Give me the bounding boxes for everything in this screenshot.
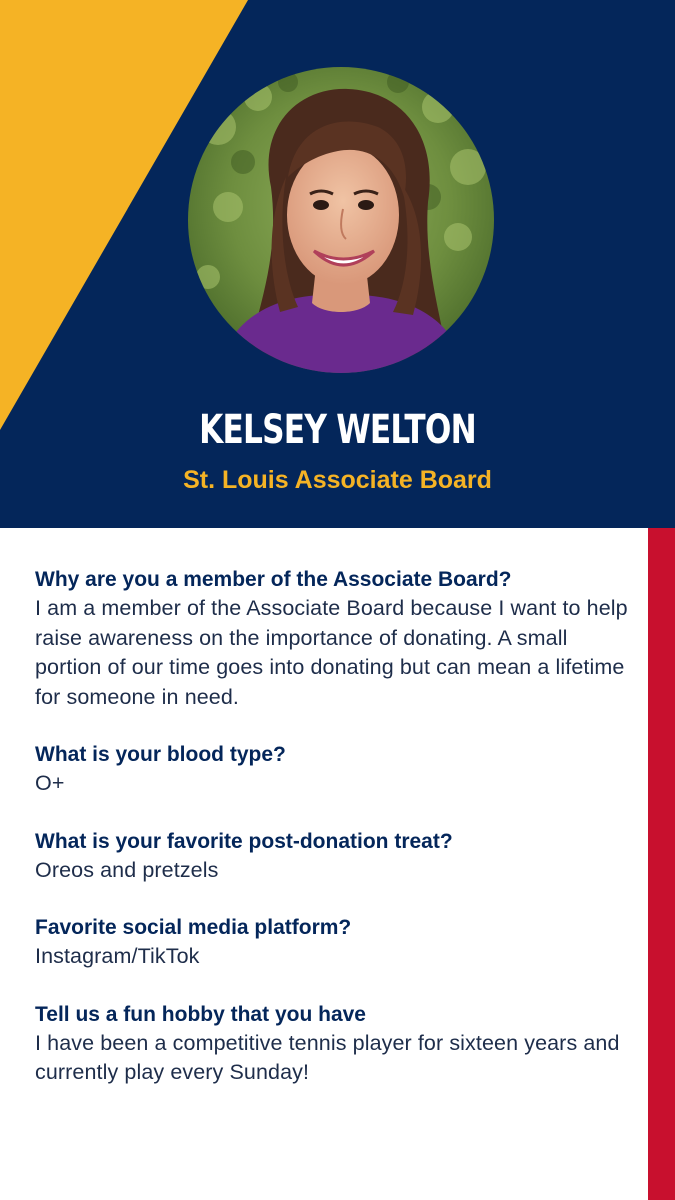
profile-board: St. Louis Associate Board [183, 466, 492, 494]
question-text: Favorite social media platform? [35, 916, 352, 939]
question-text: Why are you a member of the Associate Board? [35, 568, 512, 591]
answer-text: O+ [35, 771, 65, 795]
qa-item-social-media [35, 913, 635, 972]
answer-text: I have been a competitive tennis player for sixteen years and currently play every Sunday! [35, 1030, 620, 1084]
question-text: What is your blood type? [35, 743, 286, 766]
profile-header [0, 0, 675, 528]
profile-photo [188, 67, 494, 373]
answer-text: I am a member of the Associate Board because I want to help raise awareness on the importance of donating. A small portion of our time goes into donating but can mean a lifetime for someone in need. [35, 596, 628, 709]
qa-list [35, 565, 635, 1116]
qa-item-membership [35, 565, 635, 712]
question-text: Tell us a fun hobby that you have [35, 1002, 366, 1026]
answer-text: Instagram/TikTok [35, 944, 200, 968]
qa-item-treat [35, 827, 635, 886]
answer-text: Oreos and pretzels [35, 857, 219, 882]
red-accent-bar [648, 528, 675, 1200]
question-text: What is your favorite post-donation treat? [35, 829, 453, 853]
profile-name: KELSEY WELTON [199, 407, 476, 453]
qa-item-hobby [35, 1000, 635, 1088]
qa-item-blood-type [35, 740, 635, 799]
